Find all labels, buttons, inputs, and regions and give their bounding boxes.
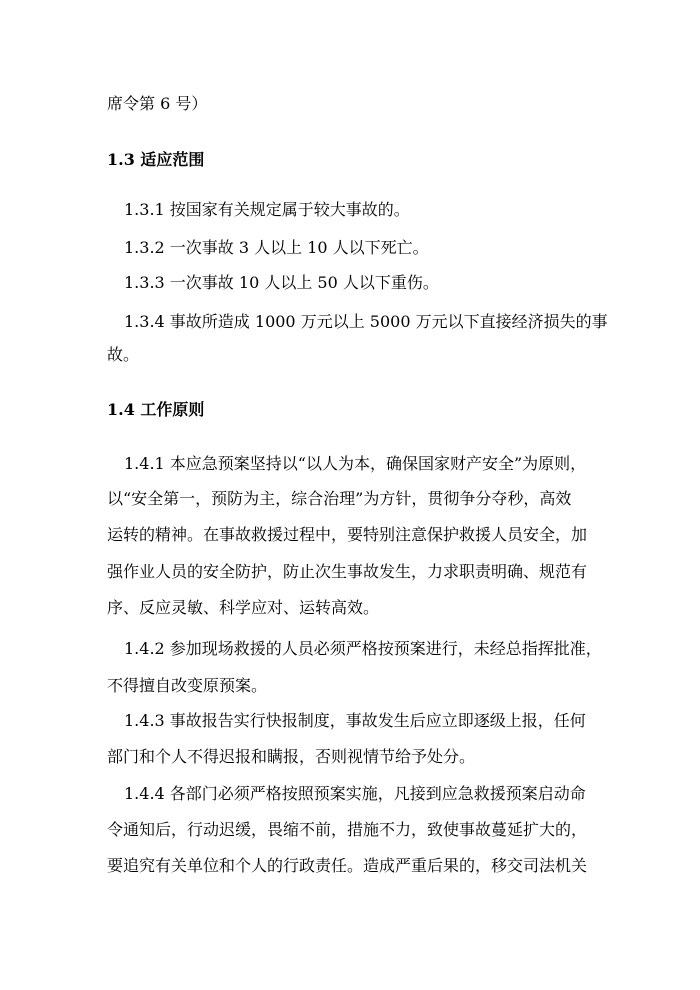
text-line: 故。 (107, 345, 140, 364)
text-line: 强作业人员的安全防护，防止次生事故发生，力求职责明确、规范有 (107, 562, 588, 581)
text-line: 运转的精神。在事故救援过程中，要特别注意保护救援人员安全，加 (107, 525, 588, 544)
text-line: 令通知后，行动迟缓，畏缩不前，措施不力，致使事故蔓延扩大的， (107, 820, 588, 839)
text-line: 1.3.2 一次事故 3 人以上 10 人以下死亡。 (124, 238, 429, 257)
text-line: 要追究有关单位和个人的行政责任。造成严重后果的，移交司法机关 (107, 856, 588, 875)
text-line: 1.4.2 参加现场救援的人员必须严格按预案进行，未经总指挥批准， (124, 639, 602, 658)
section-heading: 1.4 工作原则 (107, 400, 205, 419)
text-line: 部门和个人不得迟报和瞒报，否则视情节给予处分。 (107, 747, 476, 766)
text-line: 1.4.1 本应急预案坚持以“以人为本，确保国家财产安全”为原则， (124, 454, 587, 473)
text-line: 序、反应灵敏、科学应对、运转高效。 (107, 598, 380, 617)
section-heading: 1.3 适应范围 (107, 150, 205, 169)
text-line: 1.3.3 一次事故 10 人以上 50 人以下重伤。 (124, 273, 439, 292)
text-line: 以“安全第一，预防为主，综合治理”为方针，贯彻争分夺秒，高效 (107, 489, 572, 508)
text-line: 席令第 6 号） (107, 94, 208, 113)
text-line: 1.3.4 事故所造成 1000 万元以上 5000 万元以下直接经济损失的事 (124, 312, 608, 331)
text-line: 1.3.1 按国家有关规定属于较大事故的。 (124, 200, 410, 219)
text-line: 不得擅自改变原预案。 (107, 676, 268, 695)
text-line: 1.4.3 事故报告实行快报制度，事故发生后应立即逐级上报，任何 (124, 711, 586, 730)
text-line: 1.4.4 各部门必须严格按照预案实施，凡接到应急救援预案启动命 (124, 784, 586, 803)
